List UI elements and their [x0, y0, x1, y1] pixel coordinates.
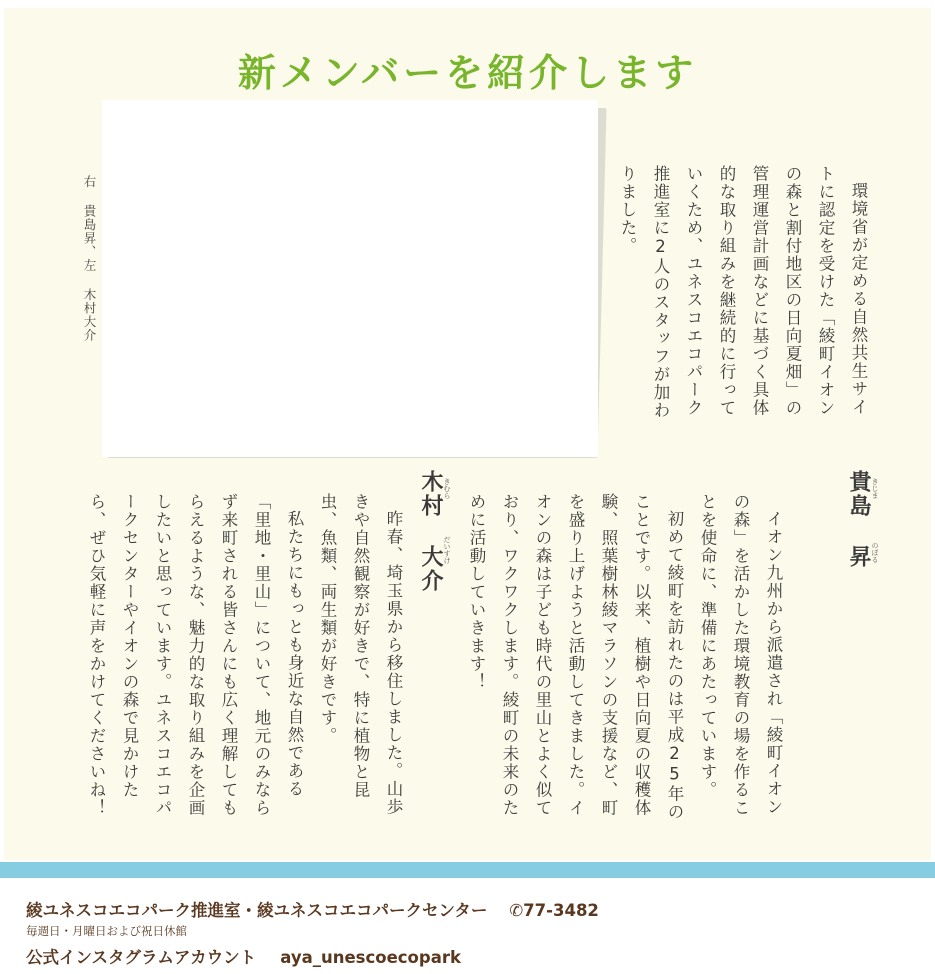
kimura-name: 木村 大介	[418, 470, 443, 593]
kimura-ruby-surname: きむら	[443, 478, 451, 499]
instagram-label: 公式インスタグラムアカウント	[26, 948, 257, 967]
intro-paragraph: 環境省が定める自然共生サイトに認定を受けた「綾町イオンの森と割付地区の日向夏畑」の管理運営計画などに基づく具体的な取り組みを継続的に行っていくため、ユネスコエコパーク推進室に2人のスタッフが加わりました。	[618, 165, 868, 420]
footer-closed-days: 毎週日・月曜日および祝日休館	[26, 924, 187, 938]
kimura-ruby-given: だいすけ	[443, 536, 451, 564]
phone-icon: ✆	[509, 901, 524, 920]
footer-instagram	[26, 944, 461, 968]
kijima-ruby-given: のぼる	[871, 542, 879, 563]
photo-caption: 右 貴島昇、左 木村大介	[82, 175, 97, 342]
footer-contact	[26, 897, 599, 921]
kijima-ruby-surname: きじま	[871, 478, 879, 499]
instagram-handle[interactable]: aya_unescoecopark	[280, 948, 461, 967]
kijima-paragraph-2: 初めて綾町を訪れたのは平成25年のことです。以来、植樹や日向夏の収穫体験、照葉樹林綾マラソンの支援など、町を盛り上げようと活動してきました。イオンの森は子ども時代の里山とよく似ており、ワクワクします。綾町の未来のために活動していきます！	[467, 493, 684, 821]
kijima-name: 貴島 昇	[846, 470, 871, 569]
footer-band	[0, 862, 935, 878]
footer-phone[interactable]	[509, 901, 599, 920]
page-title: 新メンバーを紹介します	[237, 51, 698, 95]
kijima-paragraph-1: イオン九州から派遣され「綾町イオンの森」を活かした環境教育の場を作ることを使命に、準備にあたっています。	[698, 493, 783, 817]
intro-text	[611, 165, 875, 430]
kimura-paragraph-2: 私たちにもっとも身近な自然である「里地・里山」について、地元のみならず来町される皆さんにも広く理解してもらえるような、魅力的な取り組みを企画したいと思っています。ユネスコエコパークセンターやイオンの森で見かけたら、ぜひ気軽に声をかけてくださいね！	[87, 493, 304, 817]
footer-organization: 綾ユネスコエコパーク推進室・綾ユネスコエコパークセンター	[26, 901, 488, 920]
kimura-paragraph-1: 昨春、埼玉県から移住しました。山歩きや自然観察が好きで、特に植物と昆虫、魚類、両生類が好きです。	[318, 493, 403, 816]
phone-number: 77-3482	[523, 901, 599, 920]
kimura-profile	[80, 493, 410, 833]
member-photo	[102, 100, 598, 457]
kijima-profile	[460, 493, 790, 833]
